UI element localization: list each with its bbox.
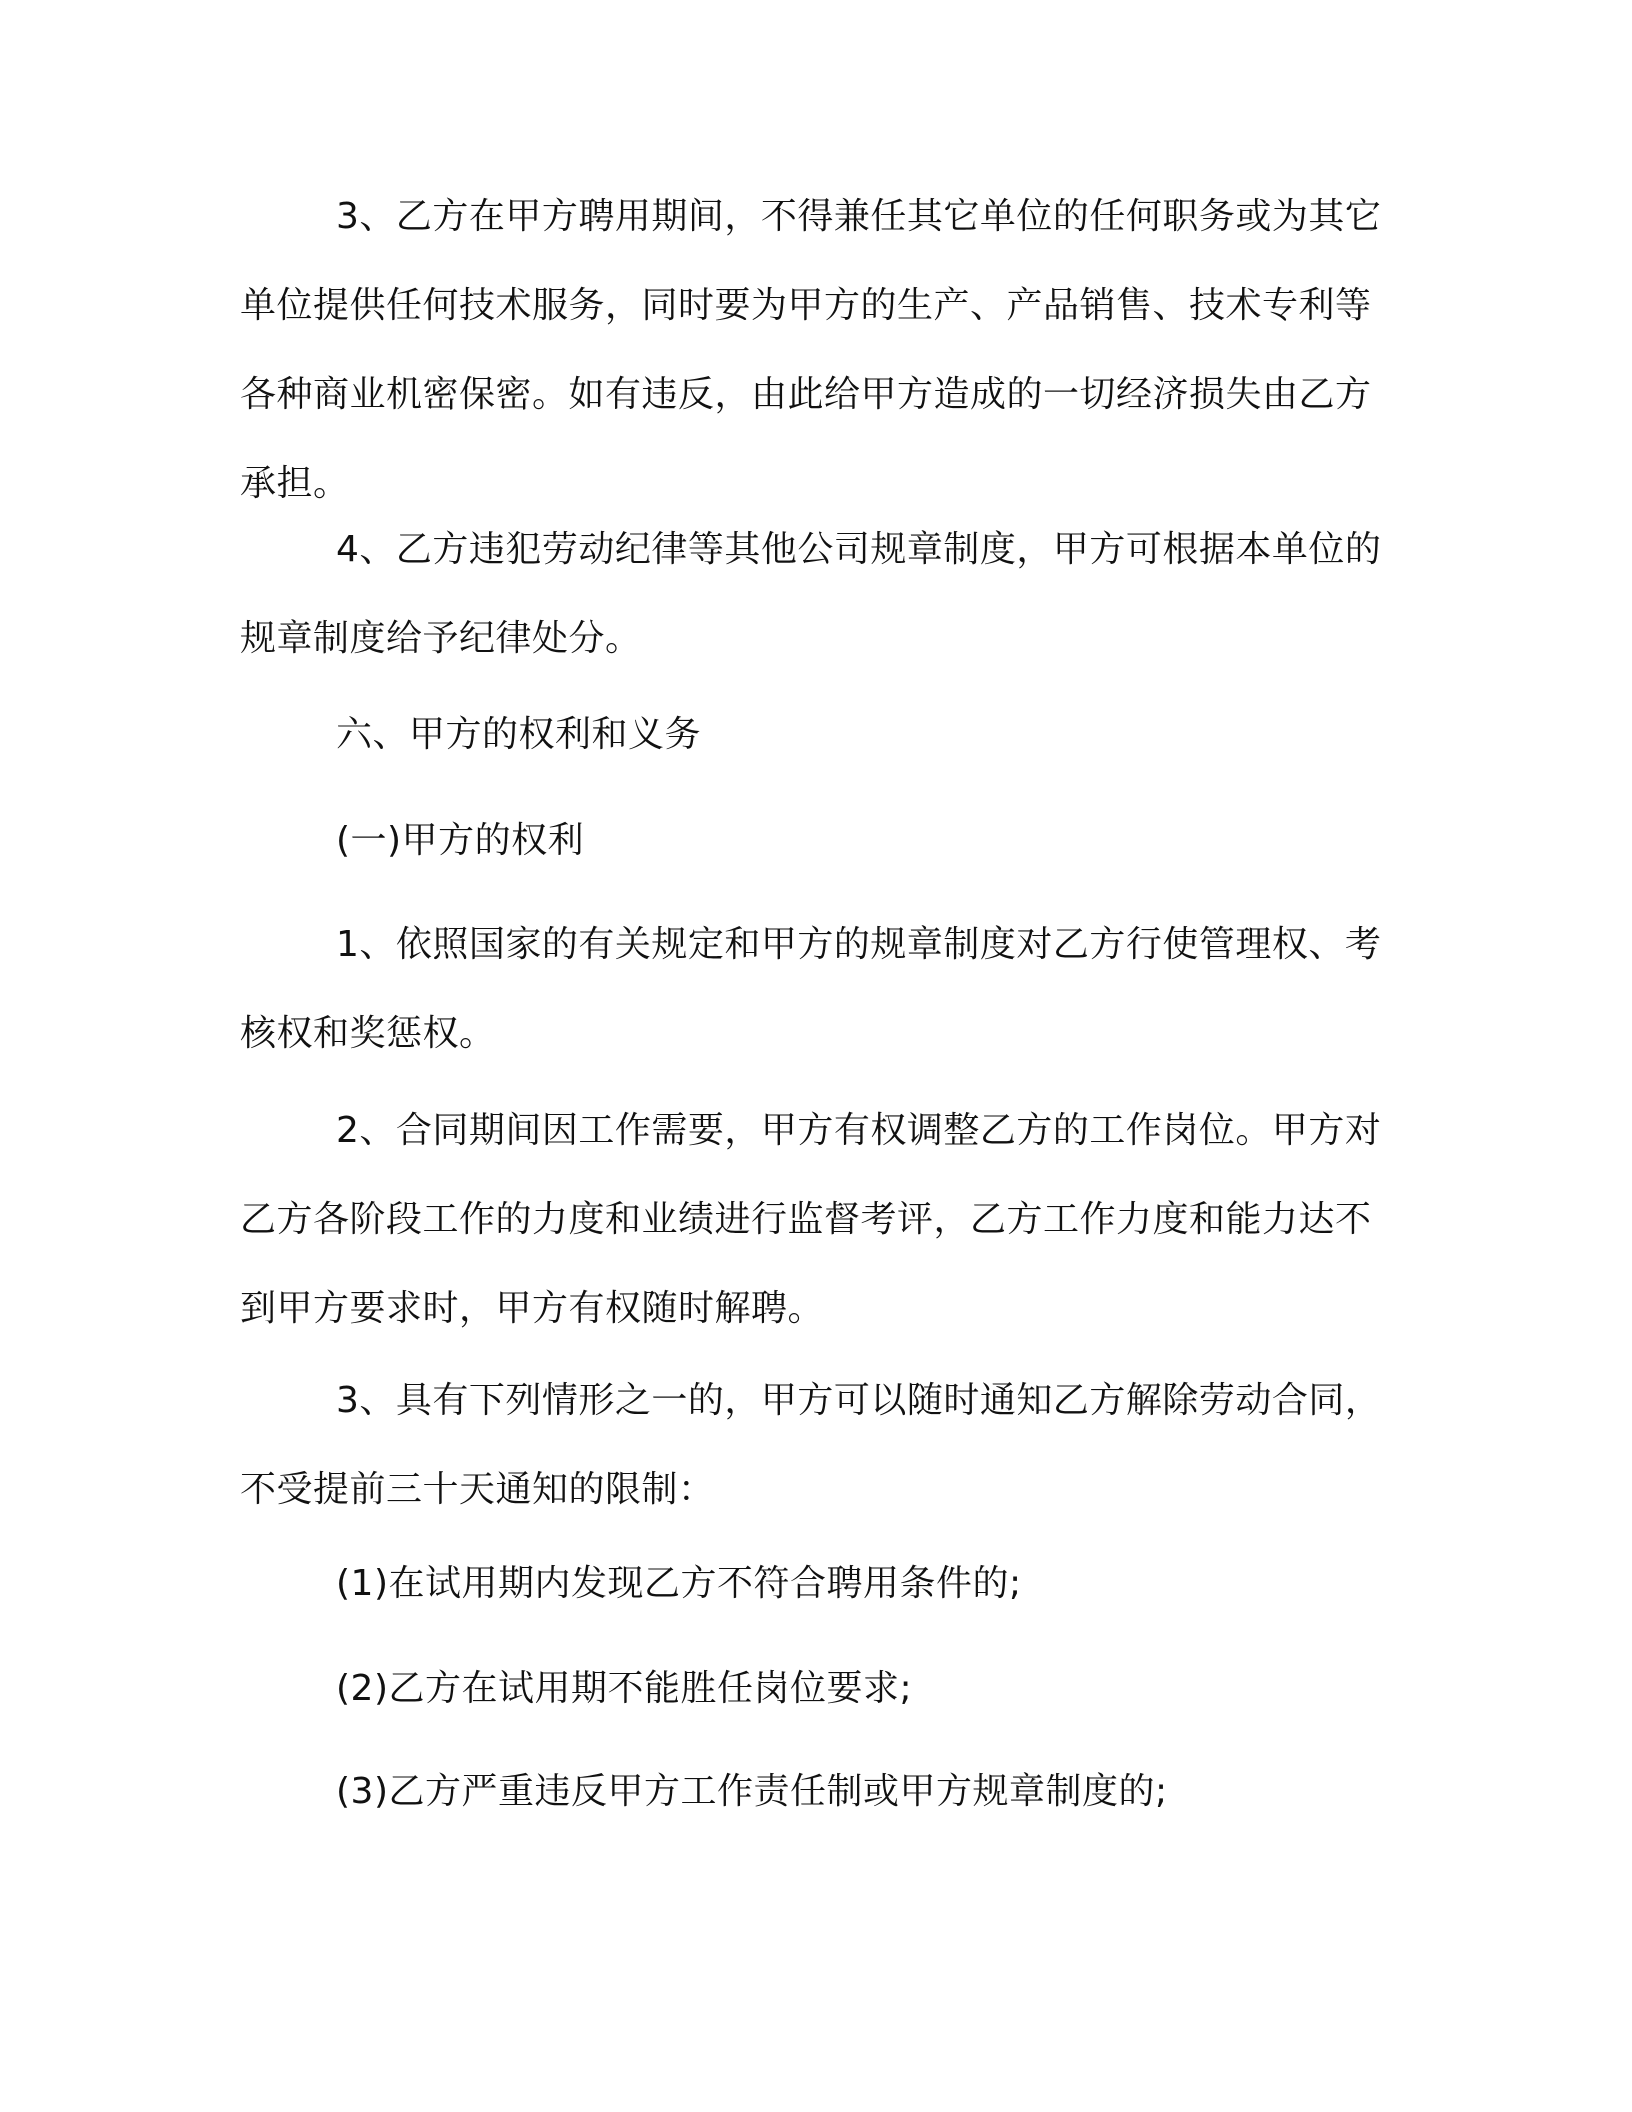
paragraph-termination-conditions: 3、具有下列情形之一的，甲方可以随时通知乙方解除劳动合同，不受提前三十天通知的限制： [240, 1380, 1382, 1510]
list-item-serious-violation: (3)乙方严重违反甲方工作责任制或甲方规章制度的; [336, 1771, 1168, 1812]
paragraph-position-adjustment: 2、合同期间因工作需要，甲方有权调整乙方的工作岗位。甲方对乙方各阶段工作的力度和业绩进行监督考评，乙方工作力度和能力达不到甲方要求时，甲方有权随时解聘。 [240, 1110, 1382, 1329]
paragraph-confidentiality: 3、乙方在甲方聘用期间，不得兼任其它单位的任何职务或为其它单位提供任何技术服务，同时要为甲方的生产、产品销售、技术专利等各种商业机密保密。如有违反，由此给甲方造成的一切经济损失由乙方承担。 [240, 196, 1382, 504]
paragraph-discipline: 4、乙方违犯劳动纪律等其他公司规章制度，甲方可根据本单位的规章制度给予纪律处分。 [240, 529, 1382, 659]
paragraph-management-rights: 1、依照国家的有关规定和甲方的规章制度对乙方行使管理权、考核权和奖惩权。 [240, 924, 1382, 1054]
list-item-probation-incompetence: (2)乙方在试用期不能胜任岗位要求; [336, 1668, 913, 1709]
subsection-heading-party-a-rights: (一)甲方的权利 [336, 820, 585, 861]
section-heading-party-a-rights-duties: 六、甲方的权利和义务 [336, 714, 702, 755]
list-item-probation-conditions: (1)在试用期内发现乙方不符合聘用条件的; [336, 1563, 1022, 1604]
